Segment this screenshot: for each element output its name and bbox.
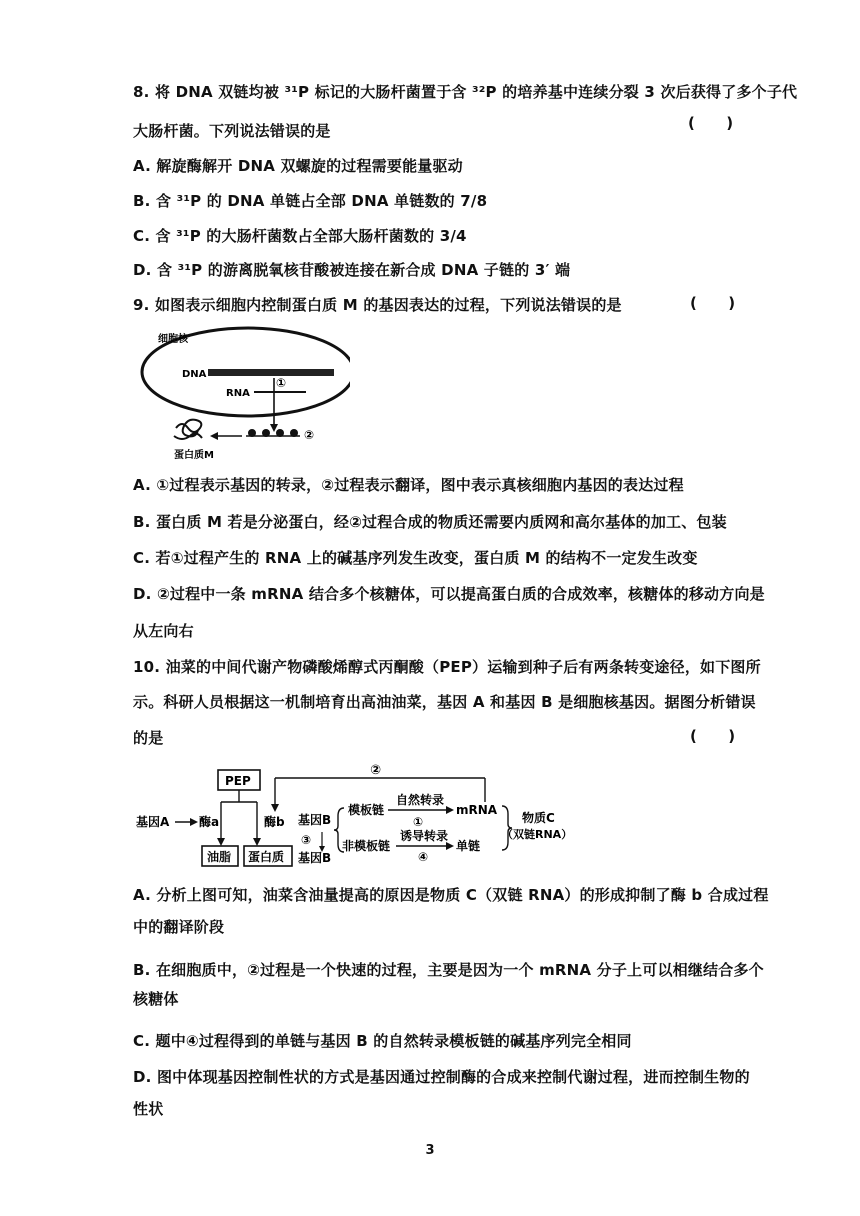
pep-label: PEP bbox=[225, 774, 251, 788]
step4-circle-label: ④ bbox=[418, 850, 429, 864]
enzyme-a-label: 酶a bbox=[199, 815, 220, 829]
q9-answer-paren[interactable]: ( ) bbox=[690, 294, 736, 312]
gene-expression-diagram bbox=[130, 320, 350, 470]
ribosome-icon bbox=[290, 429, 298, 437]
q10-option-a-line2: 中的翻译阶段 bbox=[133, 918, 225, 936]
page-number: 3 bbox=[425, 1143, 435, 1158]
q8-option-c: C. 含 ³¹P 的大肠杆菌数占全部大肠杆菌数的 3/4 bbox=[133, 227, 467, 245]
q10-stem-line2: 示。科研人员根据这一机制培育出高油油菜，基因 A 和基因 B 是细胞核基因。据图分析错误 bbox=[133, 693, 756, 711]
oil-label: 油脂 bbox=[207, 850, 232, 864]
template-strand-label: 模板链 bbox=[348, 803, 385, 817]
step1-label: ① bbox=[276, 376, 287, 390]
ribosome-icon bbox=[248, 429, 256, 437]
nucleus-label: 细胞核 bbox=[158, 334, 188, 345]
protein-label: 蛋白质 bbox=[248, 850, 285, 864]
dna-strand bbox=[208, 369, 334, 376]
q9-option-a: A. ①过程表示基因的转录，②过程表示翻译，图中表示真核细胞内基因的表达过程 bbox=[133, 476, 684, 494]
step1-circle-label: ① bbox=[413, 815, 424, 829]
q10-stem-line3: 的是 bbox=[133, 729, 164, 747]
q8-answer-paren[interactable]: ( ) bbox=[688, 114, 734, 132]
enzyme-b-label: 酶b bbox=[264, 815, 285, 829]
ribosome-icon bbox=[262, 429, 270, 437]
oil-arrowhead bbox=[217, 838, 225, 846]
q8-option-b: B. 含 ³¹P 的 DNA 单链占全部 DNA 单链数的 7/8 bbox=[133, 192, 488, 210]
q8-option-d: D. 含 ³¹P 的游离脱氧核苷酸被连接在新合成 DNA 子链的 3′ 端 bbox=[133, 261, 571, 279]
protein-arrowhead bbox=[253, 838, 261, 846]
q10-stem-line1: 10. 油菜的中间代谢产物磷酸烯醇式丙酮酸（PEP）运输到种子后有两条转变途径，如下图所 bbox=[133, 658, 761, 676]
ribosome-icon bbox=[276, 429, 284, 437]
natural-transcription-arrowhead bbox=[446, 806, 454, 814]
step2-circle-label: ② bbox=[370, 763, 382, 778]
natural-transcription-label: 自然转录 bbox=[396, 793, 445, 807]
single-strand-label: 单链 bbox=[456, 839, 481, 853]
q9-option-d-line1: D. ②过程中一条 mRNA 结合多个核糖体，可以提高蛋白质的合成效率，核糖体的移动方向是 bbox=[133, 585, 765, 603]
q8-stem-line1: 8. 将 DNA 双链均被 ³¹P 标记的大肠杆菌置于含 ³²P 的培养基中连续分裂 3 次后获得了多个子代 bbox=[133, 83, 798, 101]
pep-pathway-diagram bbox=[130, 760, 600, 870]
protein-arrowhead bbox=[210, 432, 218, 440]
q8-option-a: A. 解旋酶解开 DNA 双螺旋的过程需要能量驱动 bbox=[133, 157, 463, 175]
dna-label: DNA bbox=[182, 369, 207, 380]
q10-option-d-line1: D. 图中体现基因控制性状的方式是基因通过控制酶的合成来控制代谢过程，进而控制生物的 bbox=[133, 1068, 750, 1086]
q10-option-d-line2: 性状 bbox=[133, 1100, 164, 1118]
q9-option-c: C. 若①过程产生的 RNA 上的碱基序列发生改变，蛋白质 M 的结构不一定发生改变 bbox=[133, 549, 698, 567]
induced-transcription-label: 诱导转录 bbox=[400, 829, 449, 843]
mrna-label: mRNA bbox=[456, 803, 498, 817]
step2-label: ② bbox=[304, 428, 315, 442]
q10-option-b-line1: B. 在细胞质中，②过程是一个快速的过程，主要是因为一个 mRNA 分子上可以相继结合多个 bbox=[133, 961, 764, 979]
protein-m-label: 蛋白质M bbox=[174, 450, 214, 461]
step3-circle-label: ③ bbox=[301, 833, 312, 847]
q10-option-b-line2: 核糖体 bbox=[133, 990, 179, 1008]
translation-arrowhead bbox=[271, 804, 279, 812]
q10-option-a-line1: A. 分析上图可知，油菜含油量提高的原因是物质 C（双链 RNA）的形成抑制了酶 b 合成过程 bbox=[133, 886, 769, 904]
q10-option-c: C. 题中④过程得到的单链与基因 B 的自然转录模板链的碱基序列完全相同 bbox=[133, 1032, 632, 1050]
induced-transcription-arrowhead bbox=[446, 842, 454, 850]
gene-a-arrowhead bbox=[190, 818, 198, 826]
q8-stem-line2: 大肠杆菌。下列说法错误的是 bbox=[133, 122, 331, 140]
q9-stem: 9. 如图表示细胞内控制蛋白质 M 的基因表达的过程，下列说法错误的是 bbox=[133, 296, 622, 314]
double-rna-label: （双链RNA） bbox=[502, 828, 573, 841]
substance-c-label: 物质C bbox=[522, 811, 555, 825]
q10-answer-paren[interactable]: ( ) bbox=[690, 727, 736, 745]
folded-protein-icon bbox=[174, 420, 202, 439]
gene-b-top-label: 基因B bbox=[298, 813, 332, 827]
q9-option-b: B. 蛋白质 M 若是分泌蛋白，经②过程合成的物质还需要内质网和高尔基体的加工、包装 bbox=[133, 513, 727, 531]
gene-b-bottom-label: 基因B bbox=[298, 851, 332, 865]
gene-a-label: 基因A bbox=[136, 815, 170, 829]
q9-option-d-line2: 从左向右 bbox=[133, 622, 194, 640]
non-template-strand-label: 非模板链 bbox=[342, 839, 391, 853]
rna-label: RNA bbox=[226, 388, 250, 399]
